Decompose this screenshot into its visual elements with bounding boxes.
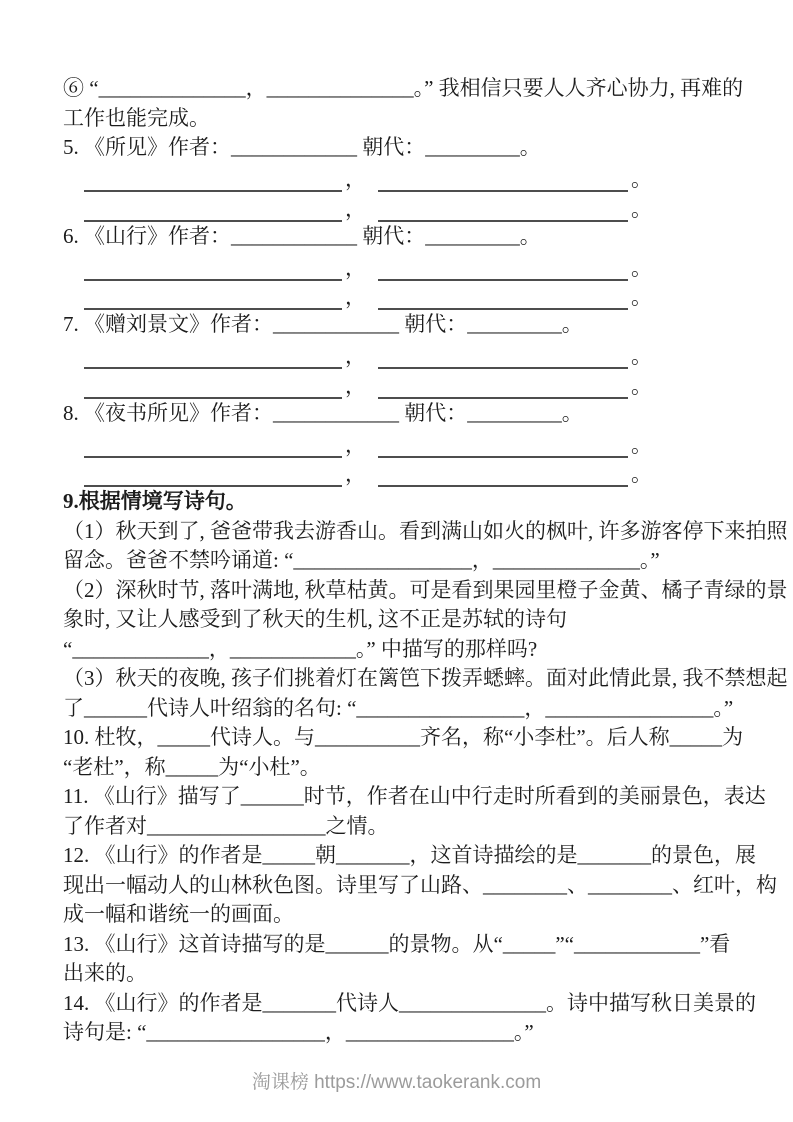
blank-rule — [378, 463, 628, 487]
q9-item1-line-2: 留念。爸爸不禁吟诵道: “_________________，______________。” — [63, 548, 660, 572]
q5-header: 5. 《所见》作者：____________ 朝代：_________。 — [63, 135, 541, 159]
blank-rule — [84, 463, 342, 487]
q12-line-2: 现出一幅动人的山林秋色图。诗里写了山路、________、________、红叶，构 — [63, 872, 777, 897]
blank-rule — [84, 434, 342, 458]
blank-rule — [378, 286, 628, 310]
blank-rule — [378, 198, 628, 222]
q9-item1-line-1: （1）秋天到了, 爸爸带我去游香山。看到满山如火的枫叶, 许多游客停下来拍照 — [63, 518, 788, 543]
blank-rule — [378, 434, 628, 458]
blank-rule — [84, 198, 342, 222]
q7-header: 7. 《赠刘景文》作者：____________ 朝代：_________。 — [63, 312, 583, 336]
q9-item2-line-2: 象时, 又让人感受到了秋天的生机, 这不正是苏轼的诗句 — [63, 607, 567, 631]
site-watermark: 淘课榜 https://www.taokerank.com — [251, 1072, 542, 1093]
q12-line-1: 12. 《山行》的作者是_____朝_______，这首诗描绘的是_______的景色，展 — [63, 843, 756, 867]
q9-item2-line-3: “_____________，____________。” 中描写的那样吗? — [63, 636, 538, 661]
period: 。 — [631, 196, 652, 221]
period: 。 — [631, 167, 652, 191]
blank-rule — [378, 345, 628, 369]
period: 。 — [631, 285, 652, 309]
q11-line-1: 11. 《山行》描写了______时节，作者在山中行走时所看到的美丽景色，表达 — [63, 784, 766, 808]
period: 。 — [631, 255, 652, 280]
q12-line-3: 成一幅和谐统一的画面。 — [63, 902, 294, 926]
q6-poem-line-1 — [63, 251, 743, 281]
q8-poem-line-1 — [63, 428, 743, 458]
q14-line-1: 14. 《山行》的作者是_______代诗人______________。诗中描写秋日美景的 — [63, 990, 756, 1015]
q13-line-1: 13. 《山行》这首诗描写的是______的景物。从“_____”“____________”看 — [63, 931, 731, 956]
q13-line-2: 出来的。 — [63, 961, 147, 985]
period: 。 — [631, 344, 652, 368]
q10-line-1: 10. 杜牧，_____代诗人。与__________齐名，称“小李杜”。后人称_____为 — [63, 725, 744, 749]
comma: ， — [345, 167, 366, 191]
period: 。 — [631, 462, 652, 486]
blank-rule — [378, 375, 628, 399]
comma: ， — [345, 255, 366, 280]
q8-poem-line-2 — [63, 458, 743, 488]
blank-rule — [84, 168, 342, 192]
q9-item2-line-1: （2）深秋时节, 落叶满地, 秋草枯黄。可是看到果园里橙子金黄、橘子青绿的景 — [63, 577, 788, 602]
q6-poem-line-2 — [63, 281, 743, 311]
comma: ， — [345, 432, 366, 457]
q5-poem-line-1 — [63, 163, 743, 193]
blank-rule — [84, 286, 342, 310]
q9-item3-line-1: （3）秋天的夜晚, 孩子们挑着灯在篱笆下拨弄蟋蟀。面对此情此景, 我不禁想起 — [63, 666, 788, 690]
q8-header: 8. 《夜书所见》作者：____________ 朝代：_________。 — [63, 400, 583, 425]
period: 。 — [631, 432, 652, 457]
worksheet-content — [63, 74, 788, 1048]
comma: ， — [345, 373, 366, 398]
q9-item3-line-2: 了______代诗人叶绍翁的名句: “________________，________________。” — [63, 695, 734, 720]
comma: ， — [345, 344, 366, 368]
comma: ， — [345, 196, 366, 221]
q7-poem-line-1 — [63, 340, 743, 370]
q11-line-2: 了作者对_________________之情。 — [63, 813, 389, 838]
q7-poem-line-2 — [63, 369, 743, 399]
q6-sentence-line-2: 工作也能完成。 — [63, 105, 210, 130]
period: 。 — [631, 373, 652, 398]
blank-rule — [84, 375, 342, 399]
blank-rule — [378, 257, 628, 281]
comma: ， — [345, 285, 366, 309]
q6-sentence-line-1: ⑥ “______________，______________。” 我相信只要人人齐心协力, 再难的 — [63, 76, 744, 100]
q6-header: 6. 《山行》作者：____________ 朝代：_________。 — [63, 223, 541, 248]
q9-heading: 9.根据情境写诗句。 — [63, 489, 247, 513]
blank-rule — [378, 168, 628, 192]
q10-line-2: “老杜”，称_____为“小杜”。 — [63, 754, 321, 779]
q5-poem-line-2 — [63, 192, 743, 222]
blank-rule — [84, 345, 342, 369]
blank-rule — [84, 257, 342, 281]
q14-line-2: 诗句是: “_________________，________________。” — [63, 1020, 534, 1044]
comma: ， — [345, 462, 366, 486]
